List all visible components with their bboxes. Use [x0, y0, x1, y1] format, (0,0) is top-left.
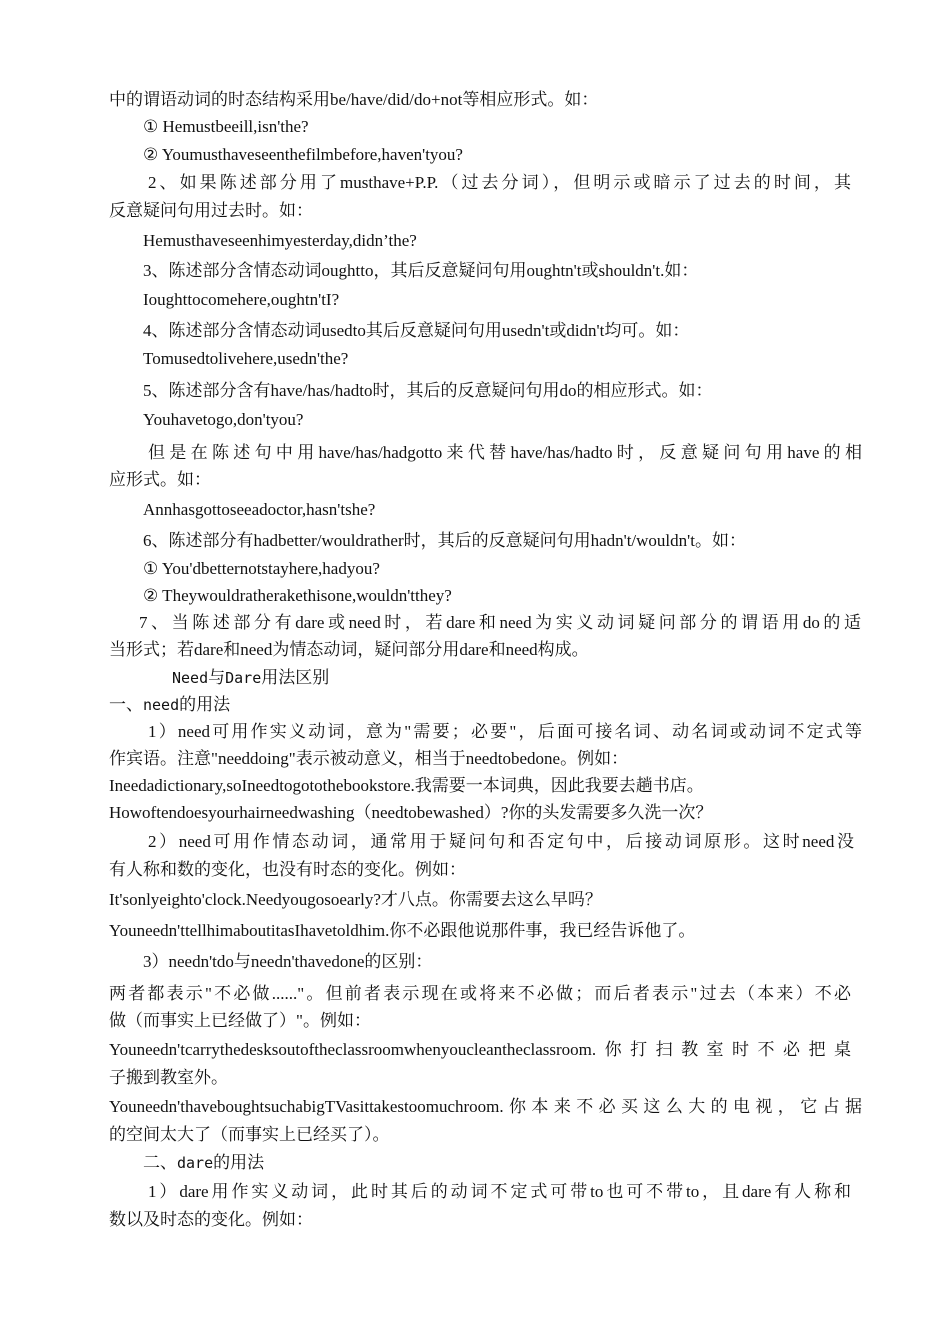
text-line: 1）dare用作实义动词，此时其后的动词不定式可带to也可不带to，且dare有人称和	[148, 1182, 851, 1201]
example-line: Annhasgottoseeadoctor,hasn'tshe?	[143, 500, 376, 519]
section-heading	[172, 667, 329, 689]
text-line: 7、当陈述部分有dare或need时，若dare和need为实义动词疑问部分的谓语用do的适	[139, 613, 861, 632]
text-line: 两者都表示"不必做......"。但前者表示现在或将来不必做；而后者表示"过去（本来）不必	[109, 984, 851, 1003]
example-line: It'sonlyeighto'clock.Needyougosoearly?才八点。你需要去这么早吗？	[109, 890, 602, 909]
text-line: 子搬到教室外。	[109, 1068, 228, 1087]
example-line: Youneedn'tcarrythedesksoutoftheclassroomwhenyoucleantheclassroom.你打扫教室时不必把桌	[109, 1040, 851, 1059]
text-line: 反意疑问句用过去时。如：	[109, 201, 313, 220]
example-line: Hemusthaveseenhimyesterday,didn’the?	[143, 231, 417, 250]
text-line: 3、陈述部分含情态动词oughtto，其后反意疑问句用oughtn't或shouldn't.如：	[143, 261, 699, 280]
text-line: 但是在陈述句中用have/has/hadgotto来代替have/has/hadto时，反意疑问句用have的相	[148, 443, 862, 462]
example-line: Youhavetogo,don'tyou?	[143, 410, 304, 429]
text-line: 中的谓语动词的时态结构采用be/have/did/do+not等相应形式。如：	[109, 90, 599, 109]
subsection-label: 的用法	[179, 695, 231, 714]
example-line: Ineedadictionary,soIneedtogotothebookstore.我需要一本词典，因此我要去趟书店。	[109, 776, 704, 795]
text-line: 的空间太大了（而事实上已经买了）。	[109, 1125, 390, 1144]
example-line: ① You'dbetternotstayhere,hadyou?	[143, 559, 380, 578]
text-line: 5、陈述部分含有have/has/hadto时，其后的反意疑问句用do的相应形式。如：	[143, 381, 713, 400]
example-line: ① Hemustbeeill,isn'the?	[143, 117, 309, 136]
subsection-heading-dare	[143, 1152, 264, 1174]
text-line: 2、如果陈述部分用了musthave+P.P.（过去分词），但明示或暗示了过去的时间，其	[148, 173, 851, 192]
text-line: 应形式。如：	[109, 470, 211, 489]
example-line: ② Theywouldratherakethisone,wouldn'tthey?	[143, 586, 452, 605]
example-line: Youneedn'thaveboughtsuchabigTVasittakestoomuchroom.你本来不必买这么大的电视，它占据	[109, 1097, 862, 1116]
example-line: ② Youmusthaveseenthefilmbefore,haven'tyou?	[143, 145, 463, 164]
subsection-heading-need	[109, 694, 230, 716]
text-line: 6、陈述部分有hadbetter/wouldrather时，其后的反意疑问句用hadn't/wouldn't。如：	[143, 531, 746, 550]
subsection-keyword: dare	[177, 1154, 214, 1172]
heading-connector: 与	[208, 668, 226, 687]
text-line: 1）need可用作实义动词，意为"需要；必要"，后面可接名词、动名词或动词不定式等	[148, 722, 862, 741]
heading-rest: 用法区别	[261, 668, 330, 687]
example-line: Tomusedtolivehere,usedn'the?	[143, 349, 349, 368]
text-line: 做（而事实上已经做了）"。例如：	[109, 1011, 371, 1030]
text-line: 4、陈述部分含情态动词usedto其后反意疑问句用usedn't或didn't均可。如：	[143, 321, 690, 340]
text-line: 有人称和数的变化，也没有时态的变化。例如：	[109, 860, 466, 879]
subsection-number: 一、	[109, 695, 143, 714]
subsection-number: 二、	[143, 1153, 177, 1172]
example-line: Youneedn'ttellhimaboutitasIhavetoldhim.你不必跟他说那件事，我已经告诉他了。	[109, 921, 696, 940]
heading-need-word: Need	[172, 669, 209, 687]
example-line: Ioughttocomehere,oughtn'tI?	[143, 290, 340, 309]
text-line: 2）need可用作情态动词，通常用于疑问句和否定句中，后接动词原形。这时need没	[148, 832, 854, 851]
heading-dare-word: Dare	[225, 669, 262, 687]
example-line: Howoftendoesyourhairneedwashing（needtobewashed）?你的头发需要多久洗一次？	[109, 803, 713, 822]
text-line: 当形式；若dare和need为情态动词，疑问部分用dare和need构成。	[109, 640, 589, 659]
subsection-keyword: need	[143, 696, 180, 714]
text-line: 数以及时态的变化。例如：	[109, 1210, 313, 1229]
subsection-label: 的用法	[213, 1153, 265, 1172]
text-line: 3）needn'tdo与needn'thavedone的区别：	[143, 952, 433, 971]
text-line: 作宾语。注意"needdoing"表示被动意义，相当于needtobedone。例如：	[109, 749, 629, 768]
